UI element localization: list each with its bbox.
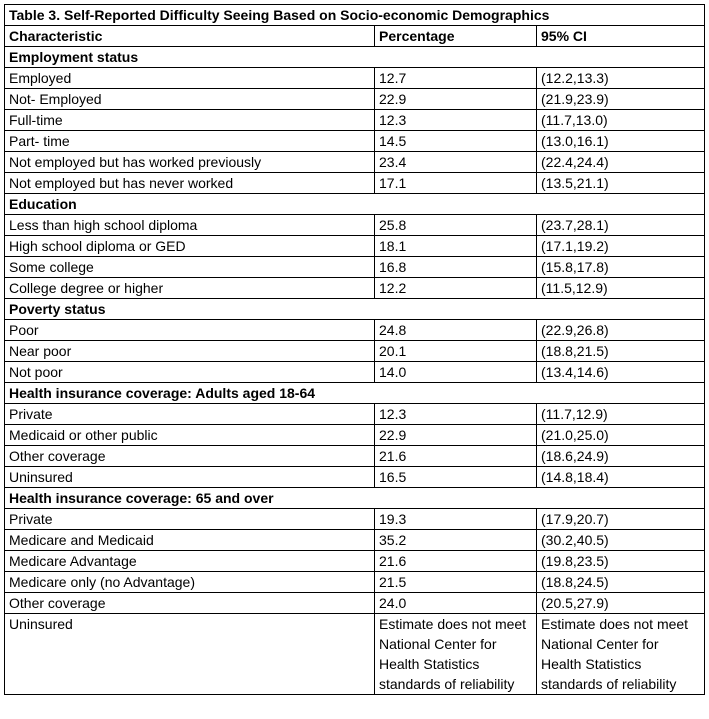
table-row <box>5 446 705 467</box>
cell-percentage: 22.9 <box>375 425 537 446</box>
cell-percentage: 21.6 <box>375 446 537 467</box>
cell-ci: (12.2,13.3) <box>537 68 705 89</box>
column-header-row <box>5 26 705 47</box>
cell-ci: (22.4,24.4) <box>537 152 705 173</box>
data-table <box>4 4 705 695</box>
cell-characteristic: Other coverage <box>5 446 375 467</box>
table-title: Table 3. Self-Reported Difficulty Seeing Based on Socio-economic Demographics <box>5 5 705 26</box>
table-row <box>5 257 705 278</box>
table-row <box>5 509 705 530</box>
cell-ci: (17.9,20.7) <box>537 509 705 530</box>
cell-ci: (30.2,40.5) <box>537 530 705 551</box>
cell-characteristic: Medicare only (no Advantage) <box>5 572 375 593</box>
cell-ci: (11.7,12.9) <box>537 404 705 425</box>
table-row <box>5 131 705 152</box>
table-row <box>5 530 705 551</box>
column-header-ci: 95% CI <box>537 26 705 47</box>
table-row <box>5 572 705 593</box>
cell-ci: (17.1,19.2) <box>537 236 705 257</box>
cell-characteristic: Part- time <box>5 131 375 152</box>
column-header-percentage: Percentage <box>375 26 537 47</box>
cell-characteristic: High school diploma or GED <box>5 236 375 257</box>
table-container <box>4 4 704 695</box>
cell-percentage: 14.5 <box>375 131 537 152</box>
cell-percentage: 25.8 <box>375 215 537 236</box>
cell-characteristic: Medicare Advantage <box>5 551 375 572</box>
cell-ci: (15.8,17.8) <box>537 257 705 278</box>
table-row <box>5 173 705 194</box>
section-title: Poverty status <box>5 299 705 320</box>
cell-percentage: 21.6 <box>375 551 537 572</box>
section-header-row <box>5 47 705 68</box>
cell-characteristic: Uninsured <box>5 467 375 488</box>
cell-ci: (23.7,28.1) <box>537 215 705 236</box>
cell-percentage: 14.0 <box>375 362 537 383</box>
cell-characteristic: Not poor <box>5 362 375 383</box>
cell-ci: (19.8,23.5) <box>537 551 705 572</box>
table-row <box>5 320 705 341</box>
cell-ci: (14.8,18.4) <box>537 467 705 488</box>
cell-characteristic: Medicare and Medicaid <box>5 530 375 551</box>
column-header-characteristic: Characteristic <box>5 26 375 47</box>
table-title-row <box>5 5 705 26</box>
section-header-row <box>5 299 705 320</box>
cell-percentage: 23.4 <box>375 152 537 173</box>
cell-percentage: 17.1 <box>375 173 537 194</box>
cell-ci: (18.8,21.5) <box>537 341 705 362</box>
cell-percentage: 12.3 <box>375 110 537 131</box>
cell-characteristic: Uninsured <box>5 614 375 695</box>
table-row <box>5 593 705 614</box>
cell-ci: (13.0,16.1) <box>537 131 705 152</box>
cell-ci: (11.7,13.0) <box>537 110 705 131</box>
cell-characteristic: Private <box>5 404 375 425</box>
section-header-row <box>5 194 705 215</box>
cell-characteristic: Not employed but has never worked <box>5 173 375 194</box>
section-title: Education <box>5 194 705 215</box>
cell-characteristic: Not- Employed <box>5 89 375 110</box>
cell-ci: (18.6,24.9) <box>537 446 705 467</box>
cell-ci: Estimate does not meet National Center for Health Statistics standards of reliability <box>537 614 705 695</box>
section-title: Employment status <box>5 47 705 68</box>
cell-ci: (18.8,24.5) <box>537 572 705 593</box>
section-title: Health insurance coverage: Adults aged 18-64 <box>5 383 705 404</box>
cell-percentage: 19.3 <box>375 509 537 530</box>
cell-ci: (13.4,14.6) <box>537 362 705 383</box>
cell-characteristic: Some college <box>5 257 375 278</box>
table-row <box>5 404 705 425</box>
cell-characteristic: Near poor <box>5 341 375 362</box>
cell-ci: (13.5,21.1) <box>537 173 705 194</box>
cell-characteristic: College degree or higher <box>5 278 375 299</box>
table-row <box>5 236 705 257</box>
cell-ci: (21.9,23.9) <box>537 89 705 110</box>
cell-characteristic: Medicaid or other public <box>5 425 375 446</box>
section-header-row <box>5 488 705 509</box>
table-row <box>5 152 705 173</box>
cell-percentage: 16.5 <box>375 467 537 488</box>
table-row <box>5 89 705 110</box>
section-title: Health insurance coverage: 65 and over <box>5 488 705 509</box>
cell-ci: (22.9,26.8) <box>537 320 705 341</box>
cell-ci: (11.5,12.9) <box>537 278 705 299</box>
cell-percentage: 18.1 <box>375 236 537 257</box>
cell-percentage: 16.8 <box>375 257 537 278</box>
table-body <box>5 47 705 695</box>
cell-characteristic: Other coverage <box>5 593 375 614</box>
table-row <box>5 278 705 299</box>
cell-percentage: 24.0 <box>375 593 537 614</box>
cell-characteristic: Not employed but has worked previously <box>5 152 375 173</box>
cell-percentage: Estimate does not meet National Center for Health Statistics standards of reliability <box>375 614 537 695</box>
cell-characteristic: Private <box>5 509 375 530</box>
table-row <box>5 110 705 131</box>
table-row <box>5 215 705 236</box>
cell-ci: (20.5,27.9) <box>537 593 705 614</box>
table-row <box>5 341 705 362</box>
cell-characteristic: Poor <box>5 320 375 341</box>
cell-percentage: 12.2 <box>375 278 537 299</box>
table-row <box>5 362 705 383</box>
cell-percentage: 24.8 <box>375 320 537 341</box>
table-row <box>5 614 705 695</box>
table-row <box>5 551 705 572</box>
section-header-row <box>5 383 705 404</box>
cell-percentage: 12.7 <box>375 68 537 89</box>
cell-percentage: 21.5 <box>375 572 537 593</box>
table-row <box>5 68 705 89</box>
cell-percentage: 12.3 <box>375 404 537 425</box>
cell-characteristic: Less than high school diploma <box>5 215 375 236</box>
cell-percentage: 35.2 <box>375 530 537 551</box>
table-row <box>5 467 705 488</box>
cell-percentage: 22.9 <box>375 89 537 110</box>
cell-characteristic: Full-time <box>5 110 375 131</box>
cell-ci: (21.0,25.0) <box>537 425 705 446</box>
cell-percentage: 20.1 <box>375 341 537 362</box>
cell-characteristic: Employed <box>5 68 375 89</box>
table-row <box>5 425 705 446</box>
